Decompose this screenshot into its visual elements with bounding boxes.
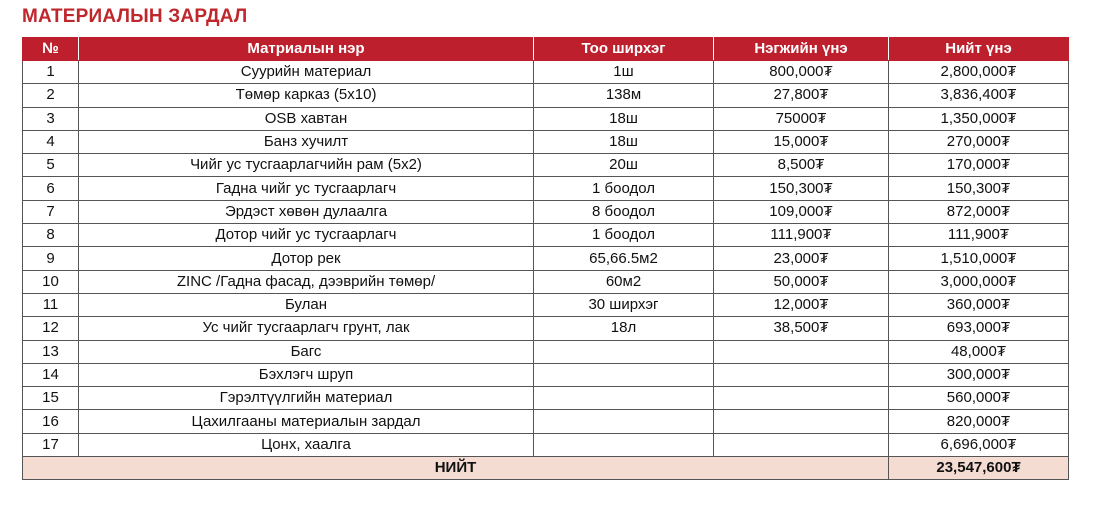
cell-no: 9: [23, 247, 79, 270]
cell-name: ZINC /Гадна фасад, дээврийн төмөр/: [79, 270, 534, 293]
cell-total: 111,900₮: [889, 224, 1069, 247]
cell-total: 48,000₮: [889, 340, 1069, 363]
cell-qty: 8 боодол: [534, 200, 714, 223]
cell-no: 12: [23, 317, 79, 340]
cell-unit-price: [714, 363, 889, 386]
header-name: Матриалын нэр: [79, 38, 534, 61]
table-row: [23, 433, 1069, 456]
table-row: [23, 84, 1069, 107]
table-row: [23, 247, 1069, 270]
page-title: МАТЕРИАЛЫН ЗАРДАЛ: [22, 6, 248, 27]
cell-no: 5: [23, 154, 79, 177]
cell-unit-price: 109,000₮: [714, 200, 889, 223]
cell-total: 693,000₮: [889, 317, 1069, 340]
cell-total: 560,000₮: [889, 387, 1069, 410]
cell-name: Гэрэлтүүлгийн материал: [79, 387, 534, 410]
cell-total: 150,300₮: [889, 177, 1069, 200]
cell-no: 4: [23, 130, 79, 153]
cell-qty: [534, 410, 714, 433]
cell-no: 6: [23, 177, 79, 200]
total-value: 23,547,600₮: [889, 457, 1069, 480]
cell-qty: 30 ширхэг: [534, 293, 714, 316]
table-row: [23, 200, 1069, 223]
cell-unit-price: 75000₮: [714, 107, 889, 130]
table-row: [23, 154, 1069, 177]
cell-total: 270,000₮: [889, 130, 1069, 153]
cell-qty: [534, 387, 714, 410]
cell-no: 16: [23, 410, 79, 433]
total-label: НИЙТ: [23, 457, 889, 480]
cell-name: Ус чийг тусгаарлагч грунт, лак: [79, 317, 534, 340]
cell-unit-price: 15,000₮: [714, 130, 889, 153]
cell-unit-price: 23,000₮: [714, 247, 889, 270]
cell-name: Төмөр карказ (5х10): [79, 84, 534, 107]
cell-qty: 18л: [534, 317, 714, 340]
cell-name: Цонх, хаалга: [79, 433, 534, 456]
cell-name: OSB хавтан: [79, 107, 534, 130]
cell-qty: 60м2: [534, 270, 714, 293]
cell-qty: [534, 363, 714, 386]
cell-total: 170,000₮: [889, 154, 1069, 177]
cell-no: 15: [23, 387, 79, 410]
cell-unit-price: [714, 387, 889, 410]
cell-no: 8: [23, 224, 79, 247]
cell-total: 820,000₮: [889, 410, 1069, 433]
table-row: [23, 177, 1069, 200]
cell-name: Эрдэст хөвөн дулаалга: [79, 200, 534, 223]
cell-total: 1,350,000₮: [889, 107, 1069, 130]
cell-unit-price: 111,900₮: [714, 224, 889, 247]
cell-qty: [534, 433, 714, 456]
cell-total: 300,000₮: [889, 363, 1069, 386]
cell-unit-price: [714, 433, 889, 456]
cell-qty: 18ш: [534, 130, 714, 153]
cell-no: 11: [23, 293, 79, 316]
cell-total: 2,800,000₮: [889, 61, 1069, 84]
header-total: Нийт үнэ: [889, 38, 1069, 61]
cell-name: Банз хучилт: [79, 130, 534, 153]
cell-name: Багс: [79, 340, 534, 363]
table-row: [23, 224, 1069, 247]
cell-qty: 65,66.5м2: [534, 247, 714, 270]
cell-unit-price: [714, 340, 889, 363]
cell-no: 7: [23, 200, 79, 223]
header-no: №: [23, 38, 79, 61]
cell-name: Гадна чийг ус тусгаарлагч: [79, 177, 534, 200]
table-row: [23, 340, 1069, 363]
cell-unit-price: 8,500₮: [714, 154, 889, 177]
cell-qty: 1 боодол: [534, 177, 714, 200]
cell-no: 1: [23, 61, 79, 84]
cell-total: 360,000₮: [889, 293, 1069, 316]
cell-name: Дотор рек: [79, 247, 534, 270]
cell-unit-price: 12,000₮: [714, 293, 889, 316]
table-row: [23, 61, 1069, 84]
cell-no: 2: [23, 84, 79, 107]
cell-qty: 18ш: [534, 107, 714, 130]
table-row: [23, 387, 1069, 410]
cell-name: Чийг ус тусгаарлагчийн рам (5х2): [79, 154, 534, 177]
cell-name: Суурийн материал: [79, 61, 534, 84]
header-row: [23, 38, 1069, 61]
cell-name: Бэхлэгч шруп: [79, 363, 534, 386]
cell-qty: [534, 340, 714, 363]
table-row: [23, 363, 1069, 386]
cell-total: 3,836,400₮: [889, 84, 1069, 107]
cell-qty: 1 боодол: [534, 224, 714, 247]
cell-total: 1,510,000₮: [889, 247, 1069, 270]
cell-no: 13: [23, 340, 79, 363]
cell-unit-price: [714, 410, 889, 433]
header-unit-price: Нэгжийн үнэ: [714, 38, 889, 61]
total-row: [23, 457, 1069, 480]
cell-no: 17: [23, 433, 79, 456]
table-header: [23, 38, 1069, 61]
table-row: [23, 293, 1069, 316]
table-row: [23, 270, 1069, 293]
cell-no: 14: [23, 363, 79, 386]
cell-name: Дотор чийг ус тусгаарлагч: [79, 224, 534, 247]
cell-unit-price: 150,300₮: [714, 177, 889, 200]
header-qty: Тоо ширхэг: [534, 38, 714, 61]
cell-total: 872,000₮: [889, 200, 1069, 223]
cell-unit-price: 800,000₮: [714, 61, 889, 84]
cell-no: 10: [23, 270, 79, 293]
cell-qty: 20ш: [534, 154, 714, 177]
cell-total: 3,000,000₮: [889, 270, 1069, 293]
table-row: [23, 410, 1069, 433]
cell-qty: 1ш: [534, 61, 714, 84]
table-row: [23, 107, 1069, 130]
materials-table: [22, 37, 1069, 480]
table-row: [23, 317, 1069, 340]
cell-name: Цахилгааны материалын зардал: [79, 410, 534, 433]
cell-name: Булан: [79, 293, 534, 316]
cell-no: 3: [23, 107, 79, 130]
cell-unit-price: 50,000₮: [714, 270, 889, 293]
table-body: [23, 61, 1069, 480]
cell-unit-price: 27,800₮: [714, 84, 889, 107]
cell-qty: 138м: [534, 84, 714, 107]
cell-total: 6,696,000₮: [889, 433, 1069, 456]
table-row: [23, 130, 1069, 153]
cell-unit-price: 38,500₮: [714, 317, 889, 340]
